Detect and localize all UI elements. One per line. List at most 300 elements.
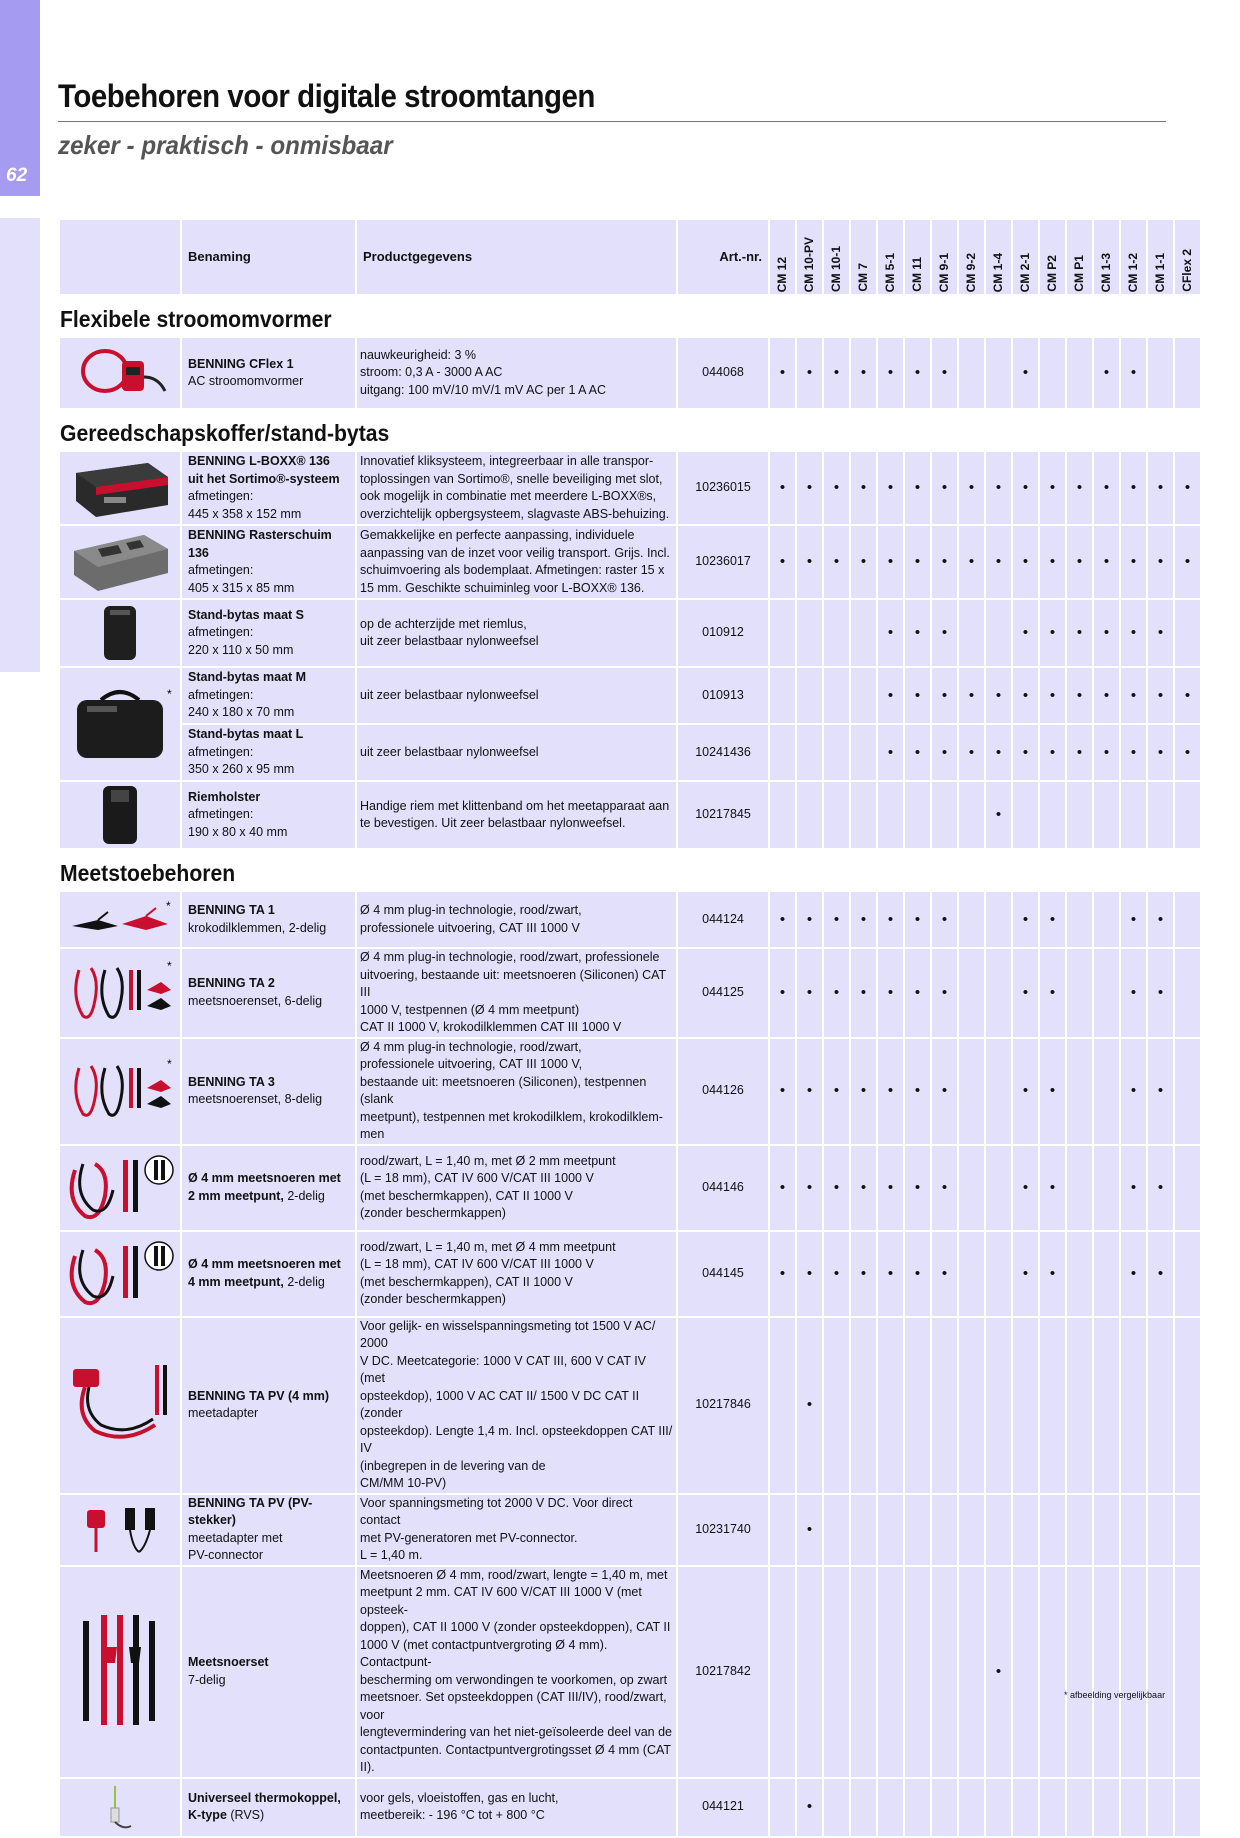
compatibility-mark: • bbox=[1148, 600, 1173, 666]
compatibility-mark: • bbox=[1094, 668, 1119, 723]
compatibility-mark: • bbox=[770, 1039, 795, 1144]
product-detail: meetadapter bbox=[188, 1406, 259, 1420]
compatibility-mark bbox=[1013, 1318, 1038, 1493]
compatibility-mark: • bbox=[932, 1146, 957, 1230]
compatibility-mark: • bbox=[878, 725, 903, 780]
compatibility-mark bbox=[1175, 892, 1200, 947]
spec-line: (inbegrepen in de levering van de bbox=[360, 1458, 546, 1473]
product-image-cell bbox=[60, 1318, 180, 1493]
compatibility-mark: • bbox=[770, 1232, 795, 1316]
compatibility-mark: • bbox=[797, 1779, 822, 1836]
compatibility-mark bbox=[1094, 1567, 1119, 1777]
header-art-nr: Art.-nr. bbox=[678, 220, 768, 294]
product-spec-cell bbox=[357, 1232, 676, 1316]
product-spec-cell bbox=[357, 782, 676, 848]
section-heading-cell bbox=[60, 850, 1200, 890]
compatibility-mark bbox=[1013, 1495, 1038, 1565]
compatibility-mark: • bbox=[1121, 526, 1146, 598]
compatibility-mark: • bbox=[1121, 452, 1146, 524]
compatibility-mark bbox=[1094, 1318, 1119, 1493]
model-label: CM 9-2 bbox=[963, 252, 978, 292]
compatibility-mark: • bbox=[1040, 452, 1065, 524]
product-name: BENNING Rasterschuim 136 bbox=[188, 528, 332, 560]
compatibility-mark bbox=[878, 782, 903, 848]
spec-line: ook mogelijk in combinatie met meerdere L-BOXX®s, bbox=[360, 489, 657, 503]
model-label: CFlex 2 bbox=[1179, 249, 1194, 292]
section-row bbox=[60, 296, 1200, 336]
product-row bbox=[60, 1318, 1200, 1493]
compatibility-mark bbox=[824, 782, 849, 848]
compatibility-mark: • bbox=[1067, 600, 1092, 666]
compatibility-mark: • bbox=[1148, 725, 1173, 780]
spec-line: (met beschermkappen), CAT II 1000 V bbox=[360, 1188, 573, 1203]
spec-line: Voor gelijk- en wisselspanningsmeting tot 1500 V AC/ 2000 bbox=[360, 1318, 656, 1350]
spec-line: Meetsnoeren Ø 4 mm, rood/zwart, lengte = 1,40 m, met bbox=[360, 1567, 668, 1582]
compatibility-mark bbox=[878, 1567, 903, 1777]
spec-line: (L = 18 mm), CAT IV 600 V/CAT III 1000 V bbox=[360, 1171, 594, 1185]
model-label: CM P1 bbox=[1071, 255, 1086, 292]
compatibility-mark: • bbox=[932, 526, 957, 598]
spec-line: meetsnoer. Set opsteekdoppen (CAT III/IV), rood/zwart, voor bbox=[360, 1690, 667, 1722]
header-productgegevens: Productgegevens bbox=[357, 220, 676, 294]
compatibility-mark: • bbox=[1148, 949, 1173, 1037]
compatibility-mark bbox=[1067, 892, 1092, 947]
spec-line: bescherming om verwondingen te voorkomen, op zwart bbox=[360, 1672, 668, 1687]
spec-line: professionele uitvoering, CAT III 1000 V, bbox=[360, 1057, 583, 1071]
compatibility-mark: • bbox=[905, 452, 930, 524]
compatibility-mark bbox=[1121, 782, 1146, 848]
compatibility-mark bbox=[1040, 782, 1065, 848]
model-header bbox=[1148, 220, 1173, 294]
product-name: Meetsnoerset bbox=[188, 1655, 269, 1669]
compatibility-mark bbox=[851, 600, 876, 666]
compatibility-mark bbox=[905, 782, 930, 848]
compatibility-mark: • bbox=[851, 338, 876, 408]
compatibility-mark: • bbox=[1148, 526, 1173, 598]
product-spec-cell bbox=[357, 668, 676, 723]
article-number: 010913 bbox=[678, 668, 768, 723]
section-heading: Meetstoebehoren bbox=[60, 860, 236, 886]
compatibility-mark: • bbox=[797, 1495, 822, 1565]
product-detail: PV-connector bbox=[188, 1548, 264, 1562]
product-spec-cell bbox=[357, 725, 676, 780]
compatibility-mark: • bbox=[1175, 526, 1200, 598]
model-label: CM 7 bbox=[855, 263, 870, 292]
compatibility-mark bbox=[959, 1039, 984, 1144]
compatibility-mark: • bbox=[797, 452, 822, 524]
compatibility-mark bbox=[1040, 1495, 1065, 1565]
article-number: 044068 bbox=[678, 338, 768, 408]
probe-set-icon bbox=[62, 1607, 178, 1737]
model-label: CM 10-PV bbox=[801, 236, 816, 292]
spec-line: uitvoering, bestaande uit: meetsnoeren (Siliconen) CAT III bbox=[360, 967, 666, 999]
product-row bbox=[60, 782, 1200, 848]
model-header bbox=[1013, 220, 1038, 294]
compatibility-mark: • bbox=[1094, 338, 1119, 408]
product-name-cell bbox=[182, 600, 355, 666]
compatibility-mark: • bbox=[1040, 1232, 1065, 1316]
spec-line: meetpunt), testpennen met krokodilklem, krokodilklem- bbox=[360, 1109, 663, 1124]
compatibility-mark: • bbox=[1148, 1146, 1173, 1230]
flex-coil-icon bbox=[62, 343, 178, 403]
svg-text:*: * bbox=[166, 899, 171, 913]
compatibility-mark: • bbox=[878, 1232, 903, 1316]
model-label: CM 5-1 bbox=[882, 252, 897, 292]
model-header bbox=[1121, 220, 1146, 294]
compatibility-mark: • bbox=[878, 668, 903, 723]
spec-line: L = 1,40 m. bbox=[360, 1548, 423, 1562]
product-image-cell bbox=[60, 600, 180, 666]
product-image-cell bbox=[60, 1567, 180, 1777]
compatibility-mark: • bbox=[851, 892, 876, 947]
spec-line: opsteekdop), 1000 V AC CAT II/ 1500 V DC CAT II (zonder bbox=[360, 1388, 640, 1420]
product-name: BENNING CFlex 1 bbox=[188, 356, 294, 371]
product-name-cell bbox=[182, 526, 355, 598]
compatibility-mark: • bbox=[770, 1146, 795, 1230]
product-spec-cell bbox=[357, 1146, 676, 1230]
compatibility-mark bbox=[1040, 338, 1065, 408]
sidebar-accent-bottom bbox=[0, 218, 40, 672]
compatibility-mark: • bbox=[959, 668, 984, 723]
product-name-line2: uit het Sortimo®-systeem bbox=[188, 471, 340, 486]
compatibility-mark: • bbox=[1013, 338, 1038, 408]
spec-line: stroom: 0,3 A - 3000 A AC bbox=[360, 365, 503, 380]
compatibility-mark bbox=[959, 1567, 984, 1777]
spec-line: CM/MM 10-PV) bbox=[360, 1476, 447, 1490]
thermocouple-icon bbox=[62, 1782, 178, 1832]
compatibility-mark bbox=[1094, 1039, 1119, 1144]
belt-holster-icon bbox=[62, 784, 178, 846]
compatibility-mark bbox=[1175, 1146, 1200, 1230]
accessories-table bbox=[58, 218, 1202, 1838]
compatibility-mark bbox=[959, 1146, 984, 1230]
product-detail: 240 x 180 x 70 mm bbox=[188, 705, 295, 720]
compatibility-mark: • bbox=[905, 725, 930, 780]
product-image-cell bbox=[60, 1232, 180, 1316]
product-row bbox=[60, 452, 1200, 524]
spec-line: toplossingen van Sortimo®, snelle beveiliging met slot, bbox=[360, 471, 663, 486]
spec-line: doppen), CAT II 1000 V (zonder opsteekdoppen), CAT II bbox=[360, 1620, 671, 1634]
product-name: Ø 4 mm meetsnoeren met bbox=[188, 1257, 341, 1271]
product-detail: 220 x 110 x 50 mm bbox=[188, 642, 294, 657]
spec-line: voor gels, vloeistoffen, gas en lucht, bbox=[360, 1790, 559, 1805]
product-image-cell bbox=[60, 782, 180, 848]
product-name-suffix: 2-delig bbox=[283, 1188, 325, 1203]
spec-line: Gemakkelijke en perfecte aanpassing, individuele bbox=[360, 528, 635, 542]
product-row bbox=[60, 1495, 1200, 1565]
spec-line: op de achterzijde met riemlus, bbox=[360, 616, 527, 631]
compatibility-mark bbox=[770, 1318, 795, 1493]
page-title: Toebehoren voor digitale stroomtangen bbox=[58, 78, 595, 114]
compatibility-mark: • bbox=[797, 338, 822, 408]
compatibility-mark bbox=[1121, 1495, 1146, 1565]
compatibility-mark: • bbox=[932, 725, 957, 780]
product-row bbox=[60, 949, 1200, 1037]
compatibility-mark: • bbox=[905, 338, 930, 408]
article-number: 10217846 bbox=[678, 1318, 768, 1493]
article-number: 10217842 bbox=[678, 1567, 768, 1777]
article-number: 10241436 bbox=[678, 725, 768, 780]
compatibility-mark: • bbox=[986, 668, 1011, 723]
article-number: 044124 bbox=[678, 892, 768, 947]
compatibility-mark bbox=[1175, 949, 1200, 1037]
product-detail: 7-delig bbox=[188, 1672, 226, 1687]
compatibility-mark: • bbox=[1148, 1232, 1173, 1316]
compatibility-mark: • bbox=[932, 892, 957, 947]
compatibility-mark: • bbox=[1148, 1039, 1173, 1144]
header-image-cell bbox=[60, 220, 180, 294]
compatibility-mark: • bbox=[1013, 1232, 1038, 1316]
crocodile-clips-icon bbox=[62, 900, 178, 940]
compatibility-mark bbox=[824, 1567, 849, 1777]
compatibility-mark: • bbox=[1121, 949, 1146, 1037]
product-name-cell bbox=[182, 1779, 355, 1836]
compatibility-mark bbox=[1175, 1495, 1200, 1565]
product-image-cell bbox=[60, 452, 180, 524]
product-row bbox=[60, 526, 1200, 598]
compatibility-mark bbox=[851, 668, 876, 723]
compatibility-mark bbox=[1175, 1232, 1200, 1316]
product-spec-cell bbox=[357, 1495, 676, 1565]
compatibility-mark: • bbox=[1148, 452, 1173, 524]
compatibility-mark: • bbox=[986, 526, 1011, 598]
compatibility-mark: • bbox=[878, 600, 903, 666]
product-image-cell bbox=[60, 892, 180, 947]
model-label: CM 1-2 bbox=[1125, 252, 1140, 292]
product-spec-cell bbox=[357, 338, 676, 408]
compatibility-mark: • bbox=[1121, 725, 1146, 780]
product-name: BENNING L-BOXX® 136 bbox=[188, 454, 330, 468]
compatibility-mark bbox=[986, 338, 1011, 408]
compatibility-mark: • bbox=[851, 1039, 876, 1144]
compatibility-mark: • bbox=[1067, 452, 1092, 524]
compatibility-mark: • bbox=[770, 338, 795, 408]
compatibility-mark bbox=[1175, 1779, 1200, 1836]
compatibility-mark: • bbox=[1040, 1039, 1065, 1144]
compatibility-mark: • bbox=[905, 949, 930, 1037]
compatibility-mark bbox=[959, 892, 984, 947]
foam-insert-icon bbox=[62, 529, 178, 595]
product-name-cell bbox=[182, 1039, 355, 1144]
compatibility-mark bbox=[878, 1318, 903, 1493]
product-spec-cell bbox=[357, 452, 676, 524]
compatibility-mark: • bbox=[1067, 668, 1092, 723]
product-name: Stand-bytas maat S bbox=[188, 607, 305, 622]
compatibility-mark: • bbox=[959, 526, 984, 598]
standby-bag-icon bbox=[62, 684, 178, 764]
compatibility-mark: • bbox=[905, 1039, 930, 1144]
compatibility-mark bbox=[1148, 1318, 1173, 1493]
compatibility-mark: • bbox=[1121, 1146, 1146, 1230]
article-number: 044125 bbox=[678, 949, 768, 1037]
compatibility-mark bbox=[770, 782, 795, 848]
spec-line: uit zeer belastbaar nylonweefsel bbox=[360, 687, 539, 702]
spec-line: professionele uitvoering, CAT III 1000 V bbox=[360, 920, 580, 935]
table-header-row bbox=[60, 220, 1200, 294]
svg-text:*: * bbox=[167, 687, 172, 701]
compatibility-mark bbox=[797, 600, 822, 666]
product-name: BENNING TA PV (4 mm) bbox=[188, 1388, 329, 1403]
spec-line: rood/zwart, L = 1,40 m, met Ø 2 mm meetpunt bbox=[360, 1153, 616, 1168]
compatibility-mark bbox=[824, 1318, 849, 1493]
compatibility-mark bbox=[1094, 1232, 1119, 1316]
product-detail: afmetingen: bbox=[188, 744, 254, 759]
compatibility-mark: • bbox=[932, 949, 957, 1037]
compatibility-mark: • bbox=[1121, 892, 1146, 947]
compatibility-mark bbox=[905, 1779, 930, 1836]
compatibility-mark bbox=[1175, 1318, 1200, 1493]
model-label: CM 1-4 bbox=[990, 252, 1005, 292]
compatibility-mark: • bbox=[797, 1146, 822, 1230]
article-number: 044146 bbox=[678, 1146, 768, 1230]
compatibility-mark bbox=[1148, 1495, 1173, 1565]
product-row bbox=[60, 1039, 1200, 1144]
compatibility-mark: • bbox=[986, 725, 1011, 780]
compatibility-mark: • bbox=[1121, 600, 1146, 666]
compatibility-mark: • bbox=[770, 892, 795, 947]
spec-line: te bevestigen. Uit zeer belastbaar nylonweefsel. bbox=[360, 816, 626, 830]
spec-line: rood/zwart, L = 1,40 m, met Ø 4 mm meetpunt bbox=[360, 1239, 616, 1254]
compatibility-mark bbox=[1067, 1318, 1092, 1493]
compatibility-mark bbox=[1067, 338, 1092, 408]
compatibility-mark: • bbox=[932, 668, 957, 723]
header-benaming: Benaming bbox=[182, 220, 355, 294]
product-name-suffix: (RVS) bbox=[226, 1808, 265, 1822]
product-detail: meetadapter met bbox=[188, 1530, 283, 1545]
model-label: CM 10-1 bbox=[828, 245, 843, 292]
model-label: CM P2 bbox=[1044, 255, 1059, 292]
pv-adapter-icon bbox=[62, 1355, 178, 1455]
compatibility-mark: • bbox=[1094, 600, 1119, 666]
product-name-cell bbox=[182, 1232, 355, 1316]
section-row bbox=[60, 410, 1200, 450]
compatibility-mark bbox=[959, 782, 984, 848]
page-subtitle: zeker - praktisch - onmisbaar bbox=[58, 130, 393, 160]
compatibility-mark bbox=[959, 1232, 984, 1316]
compatibility-mark: • bbox=[1040, 668, 1065, 723]
compatibility-mark bbox=[1094, 1146, 1119, 1230]
product-name-cell bbox=[182, 1567, 355, 1777]
compatibility-mark bbox=[959, 949, 984, 1037]
compatibility-mark bbox=[1067, 1567, 1092, 1777]
footnote: * afbeelding vergelijkbaar bbox=[1064, 1690, 1166, 1700]
compatibility-mark: • bbox=[1175, 668, 1200, 723]
product-row bbox=[60, 668, 1200, 723]
compatibility-mark bbox=[932, 782, 957, 848]
product-name: BENNING TA 2 bbox=[188, 976, 275, 991]
model-label: CM 1-3 bbox=[1098, 252, 1113, 292]
title-divider bbox=[58, 121, 1166, 122]
product-detail: afmetingen: bbox=[188, 687, 254, 702]
compatibility-mark bbox=[1067, 1495, 1092, 1565]
model-label: CM 11 bbox=[909, 257, 924, 292]
compatibility-mark: • bbox=[797, 526, 822, 598]
compatibility-mark bbox=[824, 1779, 849, 1836]
compatibility-mark bbox=[1094, 949, 1119, 1037]
product-spec-cell bbox=[357, 949, 676, 1037]
compatibility-mark bbox=[1148, 338, 1173, 408]
compatibility-mark: • bbox=[932, 600, 957, 666]
section-heading: Flexibele stroomomvormer bbox=[60, 306, 332, 332]
product-detail: AC stroomomvormer bbox=[188, 374, 304, 388]
compatibility-mark: • bbox=[1013, 1039, 1038, 1144]
compatibility-mark bbox=[797, 1567, 822, 1777]
compatibility-mark: • bbox=[797, 892, 822, 947]
product-name-line2: 2 mm meetpunt, bbox=[188, 1188, 284, 1203]
spec-line: meetpunt 2 mm. CAT IV 600 V/CAT III 1000 V (met opsteek- bbox=[360, 1585, 642, 1617]
compatibility-mark bbox=[824, 600, 849, 666]
product-spec-cell bbox=[357, 1318, 676, 1493]
spec-line: Ø 4 mm plug-in technologie, rood/zwart, bbox=[360, 903, 582, 917]
compatibility-mark bbox=[824, 725, 849, 780]
product-detail: 445 x 358 x 152 mm bbox=[188, 506, 302, 521]
compatibility-mark bbox=[770, 725, 795, 780]
compatibility-mark: • bbox=[770, 452, 795, 524]
compatibility-mark: • bbox=[1013, 949, 1038, 1037]
compatibility-mark bbox=[770, 1567, 795, 1777]
compatibility-mark bbox=[959, 1779, 984, 1836]
spec-line: 15 mm. Geschikte schuiminleg voor L-BOXX® 136. bbox=[360, 580, 645, 595]
article-number: 10217845 bbox=[678, 782, 768, 848]
compatibility-mark bbox=[1121, 1318, 1146, 1493]
compatibility-mark bbox=[986, 600, 1011, 666]
compatibility-mark: • bbox=[1013, 526, 1038, 598]
test-lead-set-icon bbox=[62, 1058, 178, 1124]
compatibility-mark bbox=[797, 668, 822, 723]
compatibility-mark bbox=[959, 338, 984, 408]
compatibility-mark: • bbox=[851, 526, 876, 598]
compatibility-mark bbox=[770, 668, 795, 723]
product-spec-cell bbox=[357, 892, 676, 947]
product-name-suffix: 2-delig bbox=[283, 1274, 325, 1289]
compatibility-mark: • bbox=[851, 949, 876, 1037]
compatibility-mark bbox=[1175, 338, 1200, 408]
compatibility-mark: • bbox=[824, 892, 849, 947]
svg-text:*: * bbox=[167, 1058, 172, 1071]
compatibility-mark bbox=[905, 1318, 930, 1493]
product-detail: 190 x 80 x 40 mm bbox=[188, 824, 288, 839]
product-row bbox=[60, 892, 1200, 947]
compatibility-mark: • bbox=[878, 892, 903, 947]
product-row bbox=[60, 1232, 1200, 1316]
compatibility-mark bbox=[1040, 1567, 1065, 1777]
compatibility-mark bbox=[1148, 1567, 1173, 1777]
compatibility-mark: • bbox=[1040, 1146, 1065, 1230]
spec-line: met PV-generatoren met PV-connector. bbox=[360, 1530, 578, 1545]
compatibility-mark bbox=[932, 1567, 957, 1777]
spec-line: meetbereik: - 196 °C tot + 800 °C bbox=[360, 1808, 545, 1822]
compatibility-mark: • bbox=[905, 600, 930, 666]
compatibility-mark bbox=[1175, 600, 1200, 666]
pv-connector-icon bbox=[62, 1502, 178, 1558]
compatibility-mark: • bbox=[932, 338, 957, 408]
product-row bbox=[60, 1567, 1200, 1777]
spec-line: CAT II 1000 V, krokodilklemmen CAT III 1000 V bbox=[360, 1020, 622, 1034]
page-number: 62 bbox=[6, 165, 28, 186]
test-leads-icon bbox=[62, 1236, 178, 1312]
compatibility-mark: • bbox=[824, 1146, 849, 1230]
article-number: 10236017 bbox=[678, 526, 768, 598]
compatibility-mark: • bbox=[1175, 452, 1200, 524]
spec-line: 1000 V (met contactpuntvergroting Ø 4 mm). Contactpunt- bbox=[360, 1637, 608, 1669]
compatibility-mark bbox=[986, 1146, 1011, 1230]
spec-line: opsteekdop). Lengte 1,4 m. Incl. opsteekdoppen CAT III/ IV bbox=[360, 1423, 673, 1455]
compatibility-mark: • bbox=[1121, 668, 1146, 723]
compatibility-mark bbox=[959, 600, 984, 666]
product-spec-cell bbox=[357, 526, 676, 598]
article-number: 10236015 bbox=[678, 452, 768, 524]
compatibility-mark: • bbox=[1094, 526, 1119, 598]
